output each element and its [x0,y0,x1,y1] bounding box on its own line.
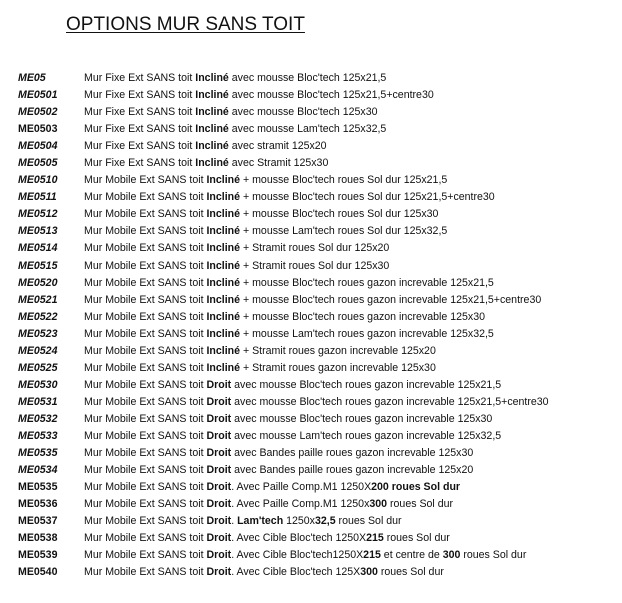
option-description [84,155,328,172]
option-code: ME0520 [18,276,58,289]
list-item [18,189,618,206]
option-code: ME0539 [18,549,58,562]
option-code: ME0535 [18,447,58,460]
description-text: Mur Mobile Ext SANS toit [84,532,207,545]
description-emphasis: Droit [206,429,232,442]
description-text: Mur Mobile Ext SANS toit [84,191,207,204]
description-text: Mur Fixe Ext SANS toit [84,123,196,136]
option-code: ME0514 [18,242,58,255]
list-item [18,326,618,343]
description-text: . Avec Cible Bloc'tech 1250X [231,532,367,545]
description-text: Mur Mobile Ext SANS toit [84,464,207,477]
description-text: avec stramit 125x20 [228,140,327,153]
description-text: . [231,515,238,528]
option-code: ME05 [18,72,46,84]
list-item [18,428,618,445]
description-text: avec mousse Bloc'tech 125x30 [228,106,378,119]
description-emphasis: Incliné [195,89,229,102]
option-description [84,275,494,292]
description-emphasis: Incliné [206,242,241,255]
description-text: Mur Fixe Ext SANS toit [84,157,196,170]
description-emphasis: Droit [206,515,232,528]
option-code: ME0537 [18,515,58,528]
option-code: ME0536 [18,498,58,511]
description-text: Mur Mobile Ext SANS toit [84,208,207,221]
list-item [18,206,618,223]
option-description [84,411,492,428]
description-emphasis: Incliné [206,208,241,221]
description-text: roues Sol dur [335,515,402,528]
description-text: avec Bandes paille roues gazon increvable 125x20 [231,464,474,477]
description-emphasis: Droit [206,532,232,545]
list-item [18,411,618,428]
description-emphasis: Droit [206,395,232,408]
description-emphasis: Incliné [206,191,241,204]
list-item [18,394,618,411]
list-item [18,275,618,292]
description-emphasis: Incliné [206,327,241,340]
description-text: Mur Fixe Ext SANS toit [84,140,196,153]
description-emphasis: Incliné [206,310,241,323]
description-text: avec mousse Lam'tech 125x32,5 [228,123,387,136]
list-item [18,445,618,462]
option-code: ME0521 [18,293,58,306]
list-item [18,513,618,530]
list-item [18,530,618,547]
option-description [84,564,444,581]
description-text: roues Sol dur [387,498,454,511]
option-code: ME0503 [18,123,58,136]
description-text: + mousse Bloc'tech roues gazon increvable 125x21,5 [240,276,494,289]
description-emphasis: 200 roues Sol dur [371,481,461,494]
description-text: Mur Mobile Ext SANS toit [84,447,207,460]
description-emphasis: Incliné [195,157,229,170]
description-text: Mur Mobile Ext SANS toit [84,498,207,511]
list-item [18,462,618,479]
option-description [84,428,501,445]
list-item [18,240,618,257]
option-code: ME0505 [18,157,58,170]
description-text: + Stramit roues gazon increvable 125x30 [240,361,436,374]
option-code: ME0540 [18,566,58,579]
description-emphasis: Incliné [206,293,241,306]
description-emphasis: 300 [360,566,378,579]
description-emphasis: Droit [206,481,232,494]
option-description [84,360,436,377]
description-text: Mur Mobile Ext SANS toit [84,242,207,255]
option-description [84,343,436,360]
option-description [84,240,389,257]
description-text: Mur Fixe Ext SANS toit [84,72,196,84]
option-code: ME0510 [18,174,58,187]
description-emphasis: 300 [442,549,461,562]
description-emphasis: Droit [206,378,232,391]
description-text: Mur Mobile Ext SANS toit [84,259,207,272]
option-description [84,479,460,496]
description-emphasis: Droit [206,549,232,562]
description-emphasis: Incliné [195,140,229,153]
option-code: ME0532 [18,412,58,425]
description-text: roues Sol dur [383,532,450,545]
description-text: + mousse Bloc'tech roues Sol dur 125x30 [240,208,439,221]
description-text: . Avec Cible Bloc'tech 125X [231,566,361,579]
option-description [84,121,386,138]
list-item [18,360,618,377]
option-code: ME0525 [18,361,58,374]
option-description [84,104,377,121]
description-text: roues Sol dur [377,566,444,579]
list-item [18,496,618,513]
description-emphasis: Droit [206,447,232,460]
list-item [18,87,618,104]
description-text: Mur Mobile Ext SANS toit [84,361,207,374]
option-description [84,530,450,547]
description-text: + mousse Bloc'tech roues Sol dur 125x21,5 [240,174,448,187]
description-emphasis: 215 [366,532,384,545]
option-code: ME0513 [18,225,58,238]
description-text: + mousse Bloc'tech roues gazon increvable 125x21,5+centre30 [240,293,542,306]
description-emphasis: Droit [206,498,232,511]
option-code: ME0533 [18,429,58,442]
option-description [84,292,541,309]
option-description [84,496,453,513]
list-item [18,479,618,496]
description-text: Mur Fixe Ext SANS toit [84,89,196,102]
description-text: Mur Mobile Ext SANS toit [84,395,207,408]
list-item [18,547,618,564]
description-text: . Avec Paille Comp.M1 1250x [231,498,370,511]
description-text: 1250x [283,515,315,528]
list-item [18,172,618,189]
list-item [18,377,618,394]
option-description [84,462,473,479]
option-code: ME0502 [18,106,58,119]
description-emphasis: 32,5 [314,515,336,528]
description-text: Mur Mobile Ext SANS toit [84,174,207,187]
description-text: Mur Mobile Ext SANS toit [84,276,207,289]
option-description [84,445,473,462]
description-text: . Avec Cible Bloc'tech1250X [231,549,364,562]
description-emphasis: Droit [206,566,232,579]
description-text: Mur Mobile Ext SANS toit [84,344,207,357]
description-text: + mousse Lam'tech roues Sol dur 125x32,5 [240,225,448,238]
option-description [84,189,495,206]
option-code: ME0530 [18,378,58,391]
list-item [18,309,618,326]
option-description [84,258,389,275]
description-text: Mur Mobile Ext SANS toit [84,481,207,494]
list-item [18,343,618,360]
description-text: + Stramit roues Sol dur 125x20 [240,242,390,255]
description-emphasis: 300 [369,498,388,511]
description-emphasis: Incliné [206,259,241,272]
option-code: ME0511 [18,191,57,204]
description-text: + mousse Lam'tech roues gazon increvable 125x32,5 [240,327,494,340]
description-text: avec Stramit 125x30 [228,157,329,170]
description-text: et centre de [380,549,443,562]
description-text: avec mousse Bloc'tech 125x21,5+centre30 [228,89,434,102]
option-code: ME0512 [18,208,58,221]
description-text: avec mousse Lam'tech roues gazon increvable 125x32,5 [231,429,502,442]
description-text: avec Bandes paille roues gazon increvable 125x30 [231,447,474,460]
description-text: avec mousse Bloc'tech roues gazon increvable 125x21,5 [231,378,502,391]
description-emphasis: Incliné [206,225,241,238]
option-description [84,87,434,104]
description-emphasis: 215 [363,549,381,562]
option-description [84,138,327,155]
list-item [18,564,618,581]
option-code: ME0515 [18,259,58,272]
option-description [84,547,526,564]
option-description [84,70,386,87]
option-description [84,394,549,411]
option-code: ME0535 [18,481,58,494]
description-text: Mur Mobile Ext SANS toit [84,225,207,238]
option-description [84,513,402,530]
option-code: ME0534 [18,464,58,477]
description-text: Mur Fixe Ext SANS toit [84,106,196,119]
description-emphasis: Droit [206,464,232,477]
description-emphasis: Incliné [195,72,229,84]
option-code: ME0504 [18,140,58,153]
option-description [84,326,494,343]
description-text: Mur Mobile Ext SANS toit [84,412,207,425]
description-text: roues Sol dur [460,549,527,562]
option-code: ME0522 [18,310,58,323]
description-text: . Avec Paille Comp.M1 1250X [231,481,372,494]
description-text: Mur Mobile Ext SANS toit [84,515,207,528]
option-code: ME0523 [18,327,58,340]
description-text: Mur Mobile Ext SANS toit [84,293,207,306]
description-text: Mur Mobile Ext SANS toit [84,327,207,340]
description-text: avec mousse Bloc'tech 125x21,5 [228,72,387,84]
description-text: + Stramit roues gazon increvable 125x20 [240,344,436,357]
list-item [18,258,618,275]
description-emphasis: Droit [206,412,232,425]
list-item [18,155,618,172]
page-title: OPTIONS MUR SANS TOIT [66,14,305,35]
description-emphasis: Lam'tech [237,515,284,528]
description-text: + mousse Bloc'tech roues gazon increvable 125x30 [240,310,485,323]
option-code: ME0501 [18,89,58,102]
description-emphasis: Incliné [206,174,241,187]
description-text: + Stramit roues Sol dur 125x30 [240,259,390,272]
description-text: Mur Mobile Ext SANS toit [84,378,207,391]
description-text: Mur Mobile Ext SANS toit [84,429,207,442]
description-text: + mousse Bloc'tech roues Sol dur 125x21,5+centre30 [240,191,495,204]
list-item [18,223,618,240]
list-item [18,292,618,309]
description-emphasis: Incliné [206,361,241,374]
list-item [18,138,618,155]
description-text: Mur Mobile Ext SANS toit [84,566,207,579]
option-code: ME0538 [18,532,58,545]
option-code: ME0531 [18,395,58,408]
list-item [18,121,618,138]
description-text: avec mousse Bloc'tech roues gazon increvable 125x21,5+centre30 [231,395,549,408]
description-text: Mur Mobile Ext SANS toit [84,549,207,562]
list-item [18,70,618,87]
option-description [84,223,447,240]
option-description [84,172,447,189]
description-text: avec mousse Bloc'tech roues gazon increvable 125x30 [231,412,493,425]
option-description [84,206,438,223]
description-text: Mur Mobile Ext SANS toit [84,310,207,323]
description-emphasis: Incliné [206,344,241,357]
description-emphasis: Incliné [206,276,241,289]
description-emphasis: Incliné [195,123,229,136]
list-item [18,104,618,121]
description-emphasis: Incliné [195,106,229,119]
option-code: ME0524 [18,344,58,357]
options-list [18,70,618,581]
option-description [84,377,501,394]
option-description [84,309,485,326]
